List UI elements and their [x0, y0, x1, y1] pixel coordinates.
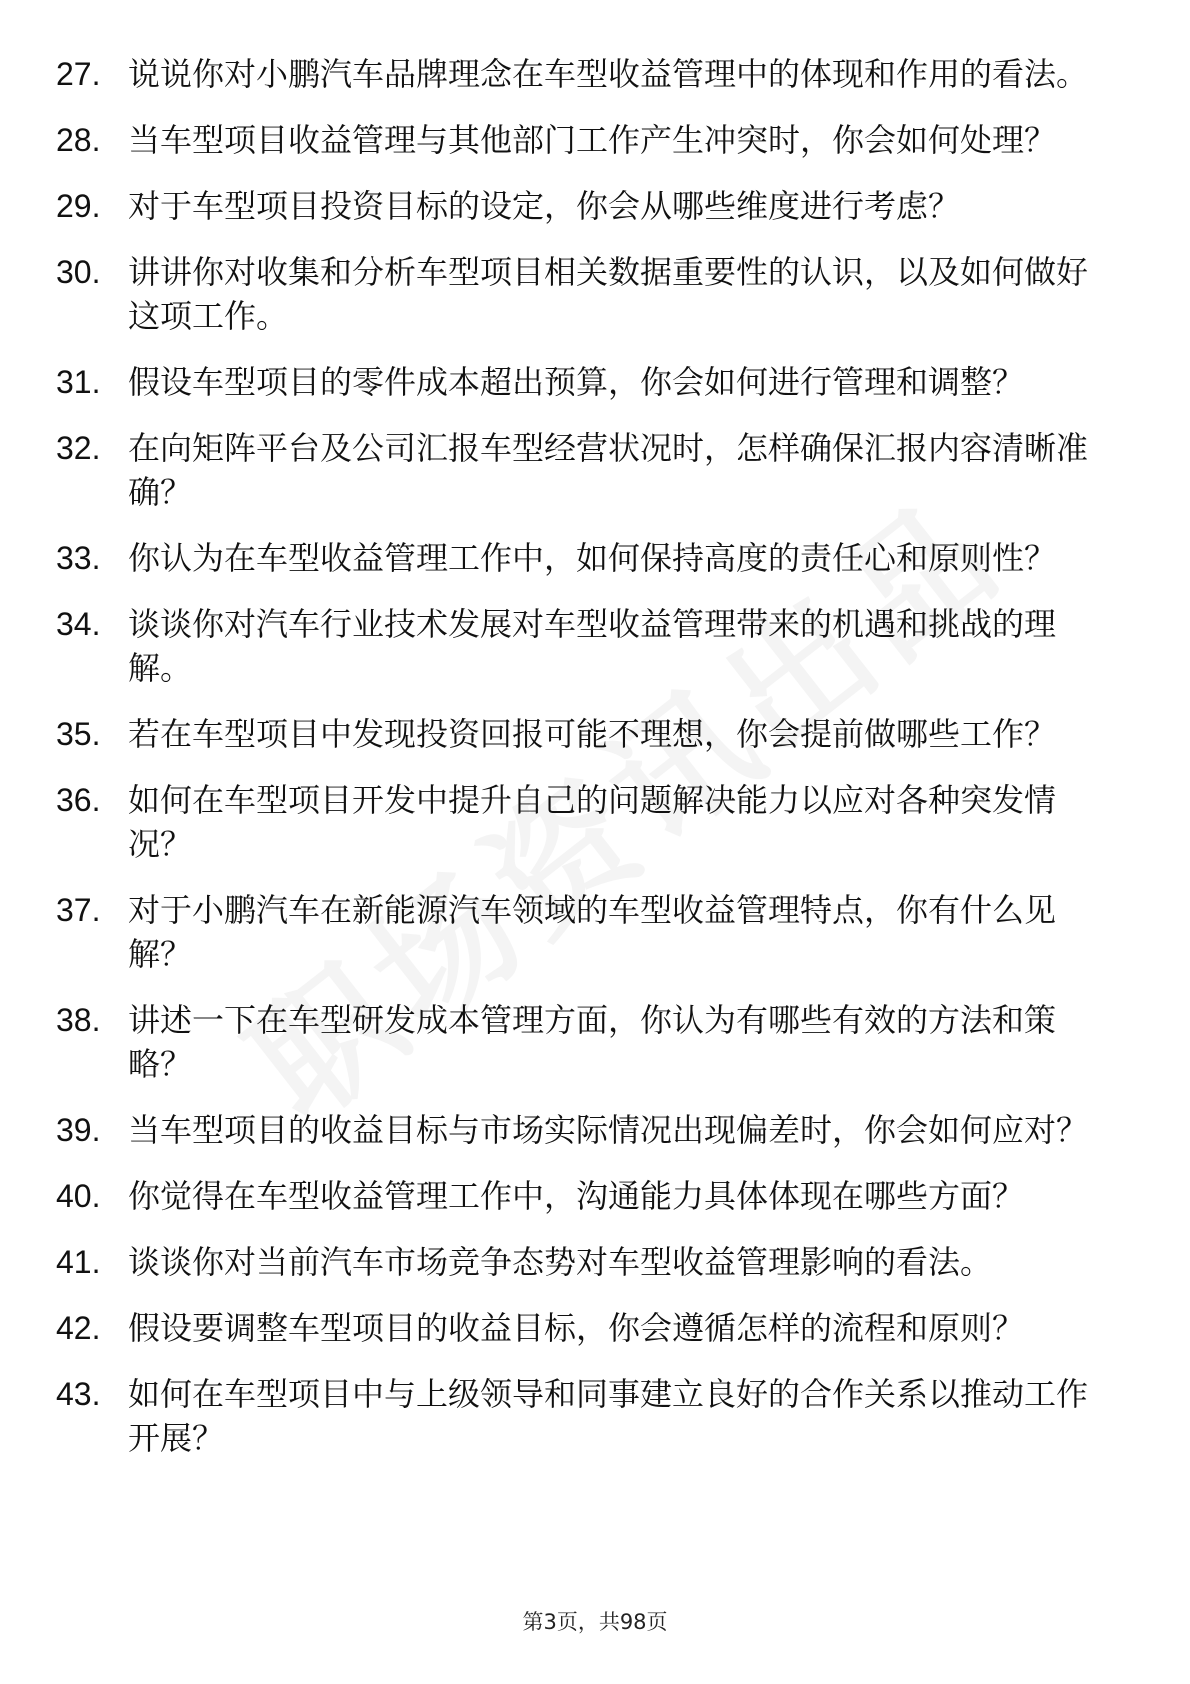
question-item [0, 536, 1190, 580]
question-number: 29. [56, 188, 101, 224]
question-item [0, 602, 1190, 690]
question-number: 37. [56, 892, 101, 928]
question-text: 若在车型项目中发现投资回报可能不理想，你会提前做哪些工作？ [128, 715, 1057, 753]
question-number: 30. [56, 254, 101, 290]
question-text: 如何在车型项目中与上级领导和同事建立良好的合作关系以推动工作开展？ [128, 1375, 1089, 1457]
question-text: 谈谈你对当前汽车市场竞争态势对车型收益管理影响的看法。 [128, 1243, 993, 1281]
question-number: 28. [56, 122, 101, 158]
question-item [0, 118, 1190, 162]
question-item [0, 1174, 1190, 1218]
question-item [0, 250, 1190, 338]
question-text: 谈谈你对汽车行业技术发展对车型收益管理带来的机遇和挑战的理解。 [128, 605, 1057, 687]
question-number: 34. [56, 606, 101, 642]
question-item [0, 52, 1190, 96]
question-item [0, 712, 1190, 756]
question-item [0, 888, 1190, 976]
question-number: 33. [56, 540, 101, 576]
question-text: 在向矩阵平台及公司汇报车型经营状况时，怎样确保汇报内容清晰准确？ [128, 429, 1089, 511]
question-number: 43. [56, 1376, 101, 1412]
question-number: 42. [56, 1310, 101, 1346]
question-text: 你觉得在车型收益管理工作中，沟通能力具体体现在哪些方面？ [128, 1177, 1025, 1215]
question-item [0, 998, 1190, 1086]
question-text: 如何在车型项目开发中提升自己的问题解决能力以应对各种突发情况？ [128, 781, 1057, 863]
question-text: 讲讲你对收集和分析车型项目相关数据重要性的认识，以及如何做好这项工作。 [128, 253, 1089, 335]
question-text: 当车型项目收益管理与其他部门工作产生冲突时，你会如何处理？ [128, 121, 1057, 159]
question-text: 讲述一下在车型研发成本管理方面，你认为有哪些有效的方法和策略？ [128, 1001, 1057, 1083]
page-number: 第3页，共98页 [522, 1610, 668, 1634]
page-footer [0, 1606, 1190, 1636]
question-number: 27. [56, 56, 101, 92]
question-text: 你认为在车型收益管理工作中，如何保持高度的责任心和原则性？ [128, 539, 1057, 577]
question-text: 说说你对小鹏汽车品牌理念在车型收益管理中的体现和作用的看法。 [128, 55, 1089, 93]
question-text: 假设车型项目的零件成本超出预算，你会如何进行管理和调整？ [128, 363, 1025, 401]
question-text: 对于小鹏汽车在新能源汽车领域的车型收益管理特点，你有什么见解？ [128, 891, 1057, 973]
question-number: 38. [56, 1002, 101, 1038]
question-item [0, 778, 1190, 866]
question-number: 39. [56, 1112, 101, 1148]
question-number: 35. [56, 716, 101, 752]
question-item [0, 1372, 1190, 1460]
question-item [0, 1108, 1190, 1152]
question-number: 36. [56, 782, 101, 818]
question-number: 32. [56, 430, 101, 466]
question-text: 对于车型项目投资目标的设定，你会从哪些维度进行考虑？ [128, 187, 961, 225]
question-item [0, 184, 1190, 228]
question-item [0, 360, 1190, 404]
question-text: 当车型项目的收益目标与市场实际情况出现偏差时，你会如何应对？ [128, 1111, 1089, 1149]
question-text: 假设要调整车型项目的收益目标，你会遵循怎样的流程和原则？ [128, 1309, 1025, 1347]
question-number: 41. [56, 1244, 101, 1280]
question-item [0, 1240, 1190, 1284]
question-list [0, 52, 1190, 1482]
question-item [0, 1306, 1190, 1350]
question-item [0, 426, 1190, 514]
question-number: 40. [56, 1178, 101, 1214]
question-number: 31. [56, 364, 101, 400]
